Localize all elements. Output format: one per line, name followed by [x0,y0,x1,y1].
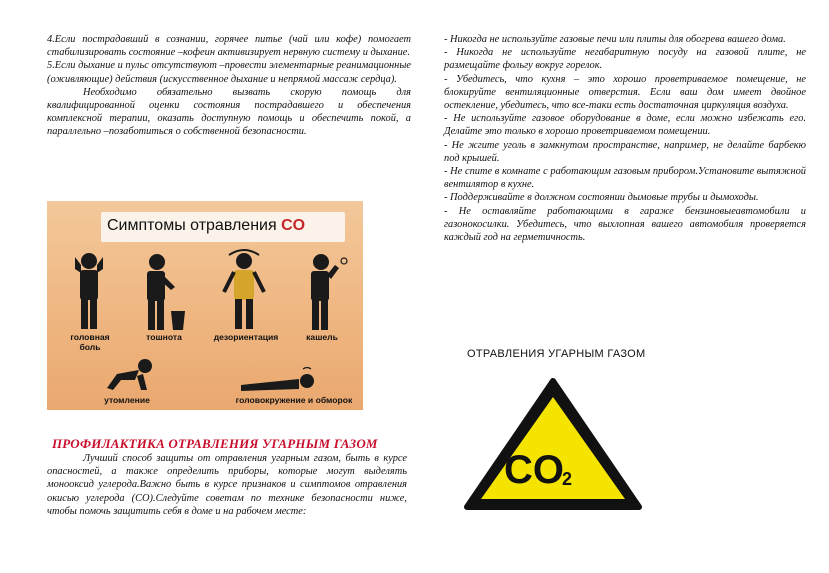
label-disorientation: дезориентация [213,332,279,342]
label-nausea: тошнота [146,332,182,342]
disorientation-figure-icon [219,247,269,331]
paragraph-step-5: 5.Если дыхание и пульс отсутствуют –провести элементарные реанимационные (оживляющие) действия (искусственное дыхание и непрямой массаж сердца). [47,60,411,85]
prevention-title: ПРОФИЛАКТИКА ОТРАВЛЕНИЯ УГАРНЫМ ГАЗОМ [52,436,378,451]
safety-tip: - Поддерживайте в должном состоянии дымовые трубы и дымоходы. [444,192,759,204]
safety-tip: - Не спите в комнате с работающим газовым прибором.Установите вытяжной вентилятор в кухне. [444,166,806,191]
headache-figure-icon [67,251,111,331]
symptoms-title-box [101,212,345,242]
paragraph-step-4: 4.Если пострадавший в сознании, горячее питье (чай или кофе) помогает стабилизировать состояние –кофеин активизирует нервную систему и дыхание. [47,34,411,59]
safety-tip: - Никогда не используйте негабаритную посуду на газовой плите, не размещайте фольгу вокруг горелок. [444,47,806,72]
safety-tip: - Не используйте газовое оборудование в доме, если можно избежать его. Делайте это только в хорошо проветриваемом помещении. [444,113,806,138]
label-dizziness-fainting: головокружение и обморок [235,395,353,405]
right-column-safety-tips [444,33,806,244]
safety-tip: - Не оставляйте работающими в гараже бензиновыеавтомобили и газонокосилки. Убедитесь, что выхлопная вашего автомобиля проверяется каждый год на герметичность. [444,205,806,244]
co2-warning-triangle-icon [463,377,643,513]
nausea-figure-icon [139,253,189,331]
label-cough: кашель [306,332,338,342]
paragraph-call-ambulance: Необходимо обязательно вызвать скорую помощь для квалифицированной оценки состояния пострадавшего и обеспечения комплексной терапии, оказать доступную помощь и обеспечить покой, а параллельно –позаботиться о собственной безопасности. [47,86,411,138]
label-fatigue: утомление [104,395,150,405]
left-column-text [47,33,411,139]
symptoms-title: Симптомы отравления CO [107,217,306,234]
fatigue-figure-icon [97,358,157,392]
safety-tip: - Убедитесь, что кухня – это хорошо проветриваемое помещение, не блокируйте вентиляционные отверстия. Если ваш дом имеет двойное остекление, убедитесь, что все-таки есть достаточная циркуляция воздуха. [444,73,806,112]
symptoms-title-co: CO [281,217,306,234]
prevention-paragraph: Лучший способ защиты от отравления угарным газом, быть в курсе опасностей, а также определить приборы, которые могут выделять монооксид углерода.Важно быть в курсе признаков и симптомов отравления окисью углерода (CO).Следуйте советам по технике безопасности ниже, чтобы помочь защитить себя в доме и на рабочем месте: [47,453,407,517]
label-headache: головная боль [70,332,110,352]
safety-tip: - Никогда не используйте газовые печи или плиты для обогрева вашего дома. [444,34,786,45]
co2-sign-subscript: 2 [561,469,573,489]
cough-figure-icon [299,253,351,331]
symptoms-infographic [47,201,363,410]
co2-sign-text: CO [504,448,564,492]
warning-sign-title: ОТРАВЛЕНИЯ УГАРНЫМ ГАЗОМ [467,348,646,360]
safety-tip: - Не жгите уголь в замкнутом пространстве, например, не делайте барбекю под крышей. [444,139,806,164]
fainting-figure-icon [237,367,317,393]
prevention-text-block [47,452,407,518]
